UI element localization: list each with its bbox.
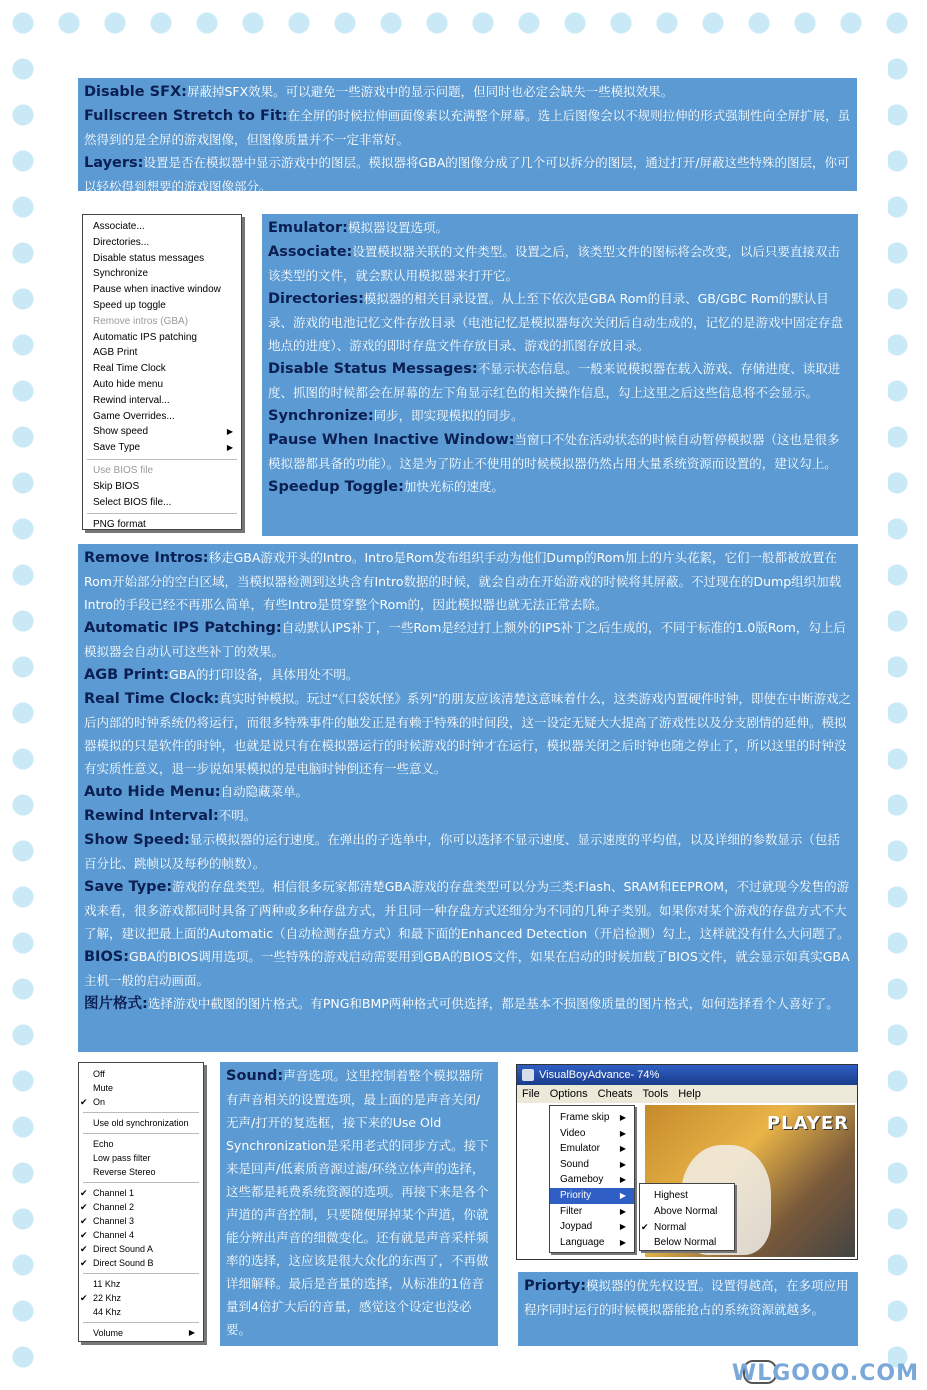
menu-item[interactable] (79, 1137, 203, 1151)
entry-directories (268, 287, 852, 357)
desc: 真实时钟模拟。玩过“《口袋妖怪》系列”的朋友应该清楚这意味着什么，这类游戏内置硬件时钟，即使在中断游戏之后内部的时钟系统仍将运行，而很多特殊事件的触发正是有赖于特殊的时间段，这一设定无疑大大提高了游戏性以及分支剧情的延伸。模拟器模拟的只是软件的时钟，也就是说只有在模拟器运行的时候游戏的时钟才在运行，模拟器关闭之后时钟也随之停止了，所以这里的时钟没有实质性意义，退一步说如果模拟的是电脑时钟倒还有一些意义。 (84, 691, 851, 776)
menu-item-label: Game Overrides... (93, 410, 175, 422)
menu-item[interactable] (83, 235, 241, 251)
desc: 自动隐藏菜单。 (220, 784, 309, 799)
menu-separator (83, 1112, 199, 1113)
term: Priorty: (524, 1278, 587, 1294)
menu-item-label: Reverse Stereo (93, 1167, 156, 1177)
checkmark-icon: ✔ (80, 1293, 88, 1303)
term: Auto Hide Menu: (84, 784, 221, 800)
menu-separator (83, 1322, 199, 1323)
menu-item[interactable] (79, 1081, 203, 1095)
desc: 当窗口不处在活动状态的时候自动暂停模拟器（这也是很多模拟器都具备的功能）。这是为了防止不使用的时候模拟器仍然占用大量系统资源而设置的，建议勾上。 (268, 432, 840, 471)
menu-item[interactable] (79, 1305, 203, 1319)
submenu-arrow-icon: ▶ (619, 1113, 626, 1122)
entry-auto-hide-menu (84, 780, 852, 804)
menu-item[interactable] (79, 1165, 203, 1179)
entry-agb-print (84, 663, 852, 687)
menu-item-label: Auto hide menu (93, 378, 164, 390)
menu-item-label: Use BIOS file (93, 464, 154, 476)
entry-fullscreen-stretch (84, 104, 851, 151)
menubar-item[interactable]: Tools (642, 1088, 669, 1100)
menu-item-label: Remove intros (GBA) (93, 315, 189, 327)
menu-item[interactable] (550, 1235, 634, 1251)
term: Disable Status Messages: (268, 361, 478, 377)
checkmark-icon: ✔ (80, 1188, 88, 1198)
menu-item[interactable] (83, 409, 241, 425)
term: Remove Intros: (84, 550, 209, 566)
menu-item-label: Frame skip (560, 1112, 610, 1123)
submenu-arrow-icon: ▶ (619, 1159, 626, 1169)
term: Real Time Clock: (84, 691, 220, 707)
entry-ips-patching (84, 616, 852, 663)
term: Fullscreen Stretch to Fit: (84, 108, 288, 124)
menu-item[interactable] (83, 440, 241, 456)
submenu-arrow-icon: ▶ (188, 1328, 195, 1337)
options-dropdown (549, 1105, 635, 1253)
menu-item-label: Automatic IPS patching (93, 331, 197, 343)
menu-item-label: Show speed (93, 426, 149, 438)
menu-item-label: Real Time Clock (93, 363, 166, 375)
desc: 模拟器的优先权设置。设置得越高，在多项应用程序同时运行的时候模拟器能抢占的系统资源就越多。 (524, 1278, 849, 1317)
entry-layers (84, 151, 851, 198)
menu-item[interactable] (550, 1126, 634, 1142)
menu-item-label: Speed up toggle (93, 299, 166, 311)
term: Rewind Interval: (84, 808, 219, 824)
term: Show Speed: (84, 832, 190, 848)
menu-item-label: Mute (93, 1083, 114, 1093)
menu-item[interactable] (83, 330, 241, 346)
menu-item[interactable] (79, 1186, 203, 1200)
term: 图片格式: (84, 996, 148, 1012)
menu-item-label: 11 Khz (93, 1279, 121, 1289)
menu-item-label: Disable status messages (93, 252, 205, 264)
menu-item[interactable] (640, 1220, 734, 1236)
menu-item-label: Rewind interval... (93, 394, 170, 406)
checkmark-icon: ✔ (80, 1202, 88, 1212)
menu-separator (83, 1133, 199, 1134)
submenu-arrow-icon: ▶ (619, 1222, 626, 1232)
desc: 模拟器设置选项。 (347, 220, 448, 235)
checkmark-icon: ✔ (80, 1097, 88, 1107)
menu-item[interactable] (79, 1151, 203, 1165)
term: Speedup Toggle: (268, 479, 404, 495)
term: Directories: (268, 291, 364, 307)
desc: 选择游戏中截图的图片格式。有PNG和BMP两种格式可供选择，都是基本不损图像质量的图片格式，如何选择看个人喜好了。 (147, 996, 839, 1011)
menu-item[interactable] (550, 1204, 634, 1220)
menu-item[interactable] (79, 1214, 203, 1228)
menu-item-label: Emulator (560, 1143, 601, 1155)
menu-separator (87, 459, 237, 460)
menu-item[interactable] (83, 424, 241, 440)
menu-item[interactable] (83, 361, 241, 377)
checkmark-icon: ✔ (641, 1221, 649, 1232)
app-icon (522, 1069, 534, 1081)
menu-item[interactable] (79, 1326, 203, 1340)
menu-item-label: Highest (654, 1190, 688, 1201)
entry-bios (84, 945, 852, 992)
term: Emulator: (268, 220, 348, 236)
menu-item[interactable] (83, 251, 241, 267)
submenu-arrow-icon: ▶ (619, 1237, 626, 1247)
term: Save Type: (84, 879, 173, 895)
text-block-display-options (78, 78, 857, 194)
menu-item[interactable] (550, 1141, 634, 1157)
menu-item[interactable] (640, 1204, 734, 1220)
entry-sound (226, 1064, 492, 1341)
checkmark-icon: ✔ (80, 1216, 88, 1226)
menu-item[interactable] (83, 377, 241, 393)
submenu-arrow-icon: ▶ (226, 443, 233, 453)
entry-associate (268, 240, 852, 287)
desc: 屏蔽掉SFX效果。可以避免一些游戏中的显示问题，但同时也必定会缺失一些模拟效果。 (186, 84, 674, 99)
menu-item-label: Filter (560, 1205, 583, 1217)
menu-item[interactable] (83, 495, 241, 511)
menu-item-label: Directories... (93, 236, 150, 248)
entry-synchronize (268, 404, 852, 428)
menu-item-label: Channel 2 (93, 1202, 135, 1212)
menu-item[interactable] (550, 1188, 634, 1204)
desc: 在全屏的时候拉伸画面像素以充满整个屏幕。选上后图像会以不规则拉伸的形式强制性向全屏扩展，虽然得到的是全屏的游戏图像，但图像质量并不一定非常好。 (84, 108, 851, 147)
desc: 自动默认IPS补丁，一些Rom是经过打上额外的IPS补丁之后生成的，不同于标准的1.0版Rom，勾上后模拟器会自动认可这些补丁的效果。 (84, 620, 846, 659)
menu-item[interactable] (79, 1291, 203, 1305)
menu-item-label: Echo (93, 1139, 114, 1149)
desc: 模拟器的相关目录设置。从上至下依次是GBA Rom的目录、GB/GBC Rom的默认目录、游戏的电池记忆文件存放目录（电池记忆是模拟器每次关闭后自动生成的，记忆的是游戏中固定存盘地点的进度）、游戏的即时存盘文件存放目录、游戏的抓图存放目录。 (268, 291, 844, 353)
desc: 不明。 (218, 808, 257, 823)
menu-item-label: Associate... (93, 221, 145, 232)
menu-item[interactable] (550, 1157, 634, 1173)
vba-window-screenshot (516, 1064, 858, 1260)
menu-item-label: Off (93, 1069, 105, 1079)
menu-item-label: Direct Sound A (93, 1244, 154, 1254)
term: Disable SFX: (84, 84, 187, 100)
entry-disable-sfx (84, 80, 851, 104)
menu-item[interactable] (79, 1277, 203, 1291)
menu-item-label: Pause when inactive window (93, 284, 221, 296)
menu-item-label: Save Type (93, 442, 141, 454)
menu-item[interactable] (550, 1110, 634, 1126)
menu-separator (87, 513, 237, 514)
menu-item-label: Language (560, 1236, 605, 1248)
desc: 加快光标的速度。 (403, 479, 504, 494)
menu-item-label: Use old synchronization (93, 1118, 189, 1128)
desc: 移走GBA游戏开头的Intro。Intro是Rom发布组织手动为他们Dump的Rom加上的片头花絮，它们一般都被放置在Rom开始部分的空白区域，当模拟器检测到这块含有Intro数据的时候，就会自动在开始游戏的时候将其屏蔽。不过现在的Dump组织加载Intro的手段已经不再那么简单，有些Intro是贯穿整个Rom的，因此模拟器也就无法正常去除。 (84, 550, 842, 612)
menu-item[interactable] (83, 266, 241, 282)
menu-item-label: Low pass filter (93, 1153, 151, 1163)
entry-remove-intros (84, 546, 852, 616)
emulator-menu-screenshot (82, 214, 242, 530)
checkmark-icon: ✔ (80, 1258, 88, 1268)
menu-item[interactable] (79, 1256, 203, 1270)
priority-submenu (639, 1183, 735, 1251)
entry-save-type (84, 875, 852, 945)
menu-item[interactable] (83, 517, 241, 533)
term: Pause When Inactive Window: (268, 432, 515, 448)
menu-separator (83, 1273, 199, 1274)
menu-item-label: Priority (560, 1189, 592, 1201)
desc: GBA的BIOS调用选项。一些特殊的游戏启动需要用到GBA的BIOS文件，如果在启动的时候加载了BIOS文件，就会显示如真实GBA主机一般的启动画面。 (84, 949, 850, 988)
sound-menu-screenshot (78, 1062, 204, 1342)
menu-item-label: Below Normal (654, 1237, 717, 1249)
menu-item-label: Normal (654, 1221, 687, 1233)
menu-item[interactable] (83, 393, 241, 409)
menu-item-label: Select BIOS file... (93, 496, 172, 508)
entry-emulator (268, 216, 852, 240)
menubar-item[interactable]: Cheats (597, 1088, 633, 1100)
menu-item[interactable] (640, 1188, 734, 1204)
menu-separator (83, 1182, 199, 1183)
menu-item-label: Volume (93, 1328, 124, 1338)
desc: 设置模拟器关联的文件类型。设置之后，该类型文件的图标将会改变，以后只要直接双击该类型的文件，就会默认用模拟器来打开它。 (268, 244, 840, 283)
menu-item-label: Direct Sound B (93, 1258, 154, 1268)
desc: 游戏的存盘类型。相信很多玩家都清楚GBA游戏的存盘类型可以分为三类:Flash、SRAM和EEPROM，不过就现今发售的游戏来看，很多游戏都同时具备了两种或多种存盘方式，并且同一种存盘方式还细分为不同的几种子类别。如果你对某个游戏的存盘方式不大了解，建议把最上面的Automatic（自动检测存盘方式）和最下面的Enhanced Detection（开启检测）勾上，这样就没有什么大问题了。 (84, 879, 850, 941)
menu-item[interactable] (83, 345, 241, 361)
menu-item[interactable] (640, 1235, 734, 1251)
submenu-arrow-icon: ▶ (226, 427, 233, 437)
menubar-item[interactable]: Options (549, 1088, 588, 1100)
desc: 不显示状态信息。一般来说模拟器在载入游戏、存储进度、读取进度、抓图的时候都会在屏幕的左下角显示红色的相关操作信息，勾上这里之后这些信息将不会显示。 (268, 361, 841, 400)
menu-item-label: On (93, 1097, 106, 1107)
menu-item[interactable] (550, 1219, 634, 1235)
desc: 显示模拟器的运行速度。在弹出的子选单中，你可以选择不显示速度、显示速度的平均值，以及详细的参数显示（包括百分比、跳帧以及每秒的帧数）。 (84, 832, 840, 871)
menu-item[interactable] (83, 314, 241, 330)
entry-real-time-clock (84, 687, 852, 780)
term: Automatic IPS Patching: (84, 620, 282, 636)
text-block-priority (518, 1272, 858, 1346)
menubar-item[interactable]: Help (678, 1088, 701, 1100)
text-block-emulator (262, 214, 858, 536)
submenu-arrow-icon: ▶ (619, 1175, 626, 1185)
entry-image-format (84, 992, 852, 1016)
term: Associate: (268, 244, 353, 260)
menu-item[interactable] (79, 1228, 203, 1242)
entry-priority (524, 1274, 852, 1321)
menu-item-label: AGB Print (93, 347, 138, 359)
menu-item[interactable] (79, 1095, 203, 1109)
submenu-arrow-icon: ▶ (619, 1190, 626, 1200)
submenu-arrow-icon: ▶ (619, 1144, 626, 1154)
vba-menubar (517, 1085, 857, 1103)
desc: 同步，即实现模拟的同步。 (373, 408, 524, 423)
vba-title: VisualBoyAdvance- 74% (539, 1069, 660, 1081)
menu-item-label: 44 Khz (93, 1307, 122, 1317)
menu-item[interactable] (83, 463, 241, 479)
menu-item-label: Above Normal (654, 1205, 718, 1217)
checkmark-icon: ✔ (80, 1230, 88, 1240)
entry-pause-inactive (268, 428, 852, 475)
entry-show-speed (84, 828, 852, 875)
menu-item-label: Sound (560, 1158, 589, 1170)
menu-item[interactable] (83, 479, 241, 495)
entry-disable-status (268, 357, 852, 404)
menu-item-label: Synchronize (93, 268, 149, 280)
menu-item-label: Video (560, 1127, 586, 1139)
menu-item[interactable] (79, 1242, 203, 1256)
menu-item[interactable] (79, 1067, 203, 1081)
menu-item[interactable] (79, 1200, 203, 1214)
menu-item[interactable] (83, 282, 241, 298)
game-player-text: PLAYER (766, 1113, 849, 1134)
submenu-arrow-icon: ▶ (619, 1206, 626, 1216)
menu-item-label: Channel 3 (93, 1216, 135, 1226)
menu-item[interactable] (83, 219, 241, 235)
menu-item-label: 22 Khz (93, 1293, 122, 1303)
menu-item-label: Channel 4 (93, 1230, 135, 1240)
menu-item[interactable] (79, 1116, 203, 1130)
desc: GBA的打印设备，具体用处不明。 (169, 667, 359, 682)
site-watermark: WLGOOO.COM (731, 1361, 919, 1386)
menu-item-label: PNG format (93, 519, 146, 531)
desc: 设置是否在模拟器中显示游戏中的图层。模拟器将GBA的图像分成了几个可以拆分的图层，通过打开/屏蔽这些特殊的图层，你可以轻松得到想要的游戏图像部分。 (84, 155, 850, 194)
menu-item-label: Skip BIOS (93, 480, 140, 492)
term: Sound: (226, 1068, 284, 1084)
entry-rewind-interval (84, 804, 852, 828)
text-block-sound (220, 1062, 498, 1346)
term: BIOS: (84, 949, 130, 965)
vba-titlebar (517, 1065, 857, 1085)
term: Layers: (84, 155, 144, 171)
menu-item-label: Channel 1 (93, 1188, 135, 1198)
text-block-misc-options (78, 544, 858, 1052)
desc: 声音选项。这里控制着整个模拟器所有声音相关的设置选项，最上面的是声音关闭/无声/打开的复选框，接下来的Use Old Synchronization是采用老式的同步方式。接下来是回声/低素质音源过滤/环绕立体声的选择，这些都是耗费系统资源的选项。再接下来是各个声道的声音控制，只要随便屏掉某个声道，你就能分辨出声音的细微变化。还有就是声音采样频率的选择，这应该是很大众化的东西了，不再做详细解释。最后是音量的选择，从标准的1倍音量到4倍扩大后的音量，感觉这个设定也没必要。 (226, 1068, 489, 1337)
menu-item-label: Gameboy (560, 1174, 604, 1186)
checkmark-icon: ✔ (80, 1244, 88, 1254)
menu-item-label: Joypad (560, 1221, 593, 1233)
menu-item[interactable] (550, 1172, 634, 1188)
menu-item[interactable] (83, 298, 241, 314)
term: AGB Print: (84, 667, 170, 683)
menubar-item[interactable]: File (522, 1088, 540, 1100)
entry-speedup-toggle (268, 475, 852, 499)
term: Synchronize: (268, 408, 374, 424)
submenu-arrow-icon: ▶ (619, 1128, 626, 1138)
